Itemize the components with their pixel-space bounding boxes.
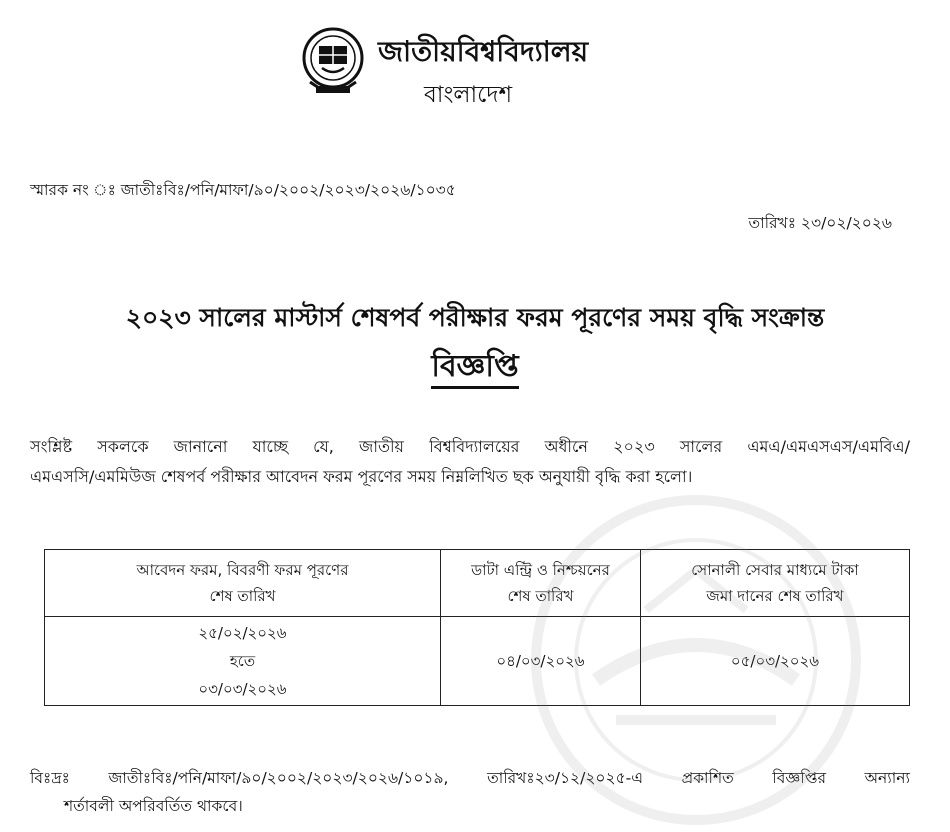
cell-data-entry-deadline: ০৪/০৩/২০২৬	[440, 617, 640, 706]
header-form-fillup-line-2: শেষ তারিখ	[209, 587, 276, 605]
memo-number: স্মারক নং ঃ জাতীঃবিঃ/পনি/মাফা/৯০/২০০২/২০২৩/২০২৬/১০৩৫	[30, 181, 456, 199]
form-fillup-to-word: হতে	[229, 652, 256, 670]
table-header-row	[45, 550, 910, 617]
header-form-fillup	[45, 550, 441, 617]
cell-payment-deadline: ০৫/০৩/২০২৬	[640, 617, 909, 706]
notice-heading	[0, 342, 950, 393]
table-row	[45, 617, 910, 706]
footnote-line-1: বিঃদ্রঃ জাতীঃবিঃ/পনি/মাফা/৯০/২০০২/২০২৩/২০২৬/১০১৯, তারিখঃ২৩/১২/২০২৫-এ প্রকাশিত বিজ্ঞপ্তির অন্যান্য	[30, 769, 910, 787]
university-logo-icon	[300, 24, 366, 96]
notice-heading-text: বিজ্ঞপ্তি	[431, 349, 518, 389]
header-data-entry-line-2: শেষ তারিখ	[507, 587, 574, 605]
notice-body-line-2: এমএসসি/এমমিউজ শেষপর্ব পরীক্ষার আবেদন ফরম পূরণের সময় নিম্নলিখিত ছক অনুযায়ী বৃদ্ধি করা হলো।	[30, 467, 693, 486]
form-fillup-from-date: ২৫/০২/২০২৬	[198, 624, 287, 642]
header-payment-line-1: সোনালী সেবার মাধ্যমে টাকা	[691, 561, 859, 579]
notice-body-line-1: সংশ্লিষ্ট সকলকে জানানো যাচ্ছে যে, জাতীয় বিশ্ববিদ্যালয়ের অধীনে ২০২৩ সালের এমএ/এমএসএস/এমবিএ/	[30, 437, 910, 456]
header-form-fillup-line-1: আবেদন ফরম, বিবরণী ফরম পূরণের	[136, 561, 349, 579]
schedule-table	[44, 549, 910, 706]
header-data-entry-line-1: ডাটা এন্ট্রি ও নিশ্চয়নের	[471, 561, 610, 579]
notice-body	[30, 432, 910, 492]
notice-title: ২০২৩ সালের মাস্টার্স শেষপর্ব পরীক্ষার ফরম পূরণের সময় বৃদ্ধি সংক্রান্ত	[125, 303, 825, 332]
letterhead	[0, 14, 950, 124]
header-payment	[640, 550, 909, 617]
university-name: জাতীয়বিশ্ববিদ্যালয়	[378, 35, 589, 68]
cell-form-fillup-dates	[45, 617, 441, 706]
header-data-entry	[440, 550, 640, 617]
footnote	[30, 764, 910, 820]
footnote-line-2: শর্তাবলী অপরিবর্তিত থাকবে।	[64, 797, 243, 815]
header-payment-line-2: জমা দানের শেষ তারিখ	[706, 587, 844, 605]
memo-date: তারিখঃ ২৩/০২/২০২৬	[748, 214, 892, 232]
form-fillup-to-date: ০৩/০৩/২০২৬	[198, 680, 287, 698]
country-name: বাংলাদেশ	[424, 82, 513, 108]
